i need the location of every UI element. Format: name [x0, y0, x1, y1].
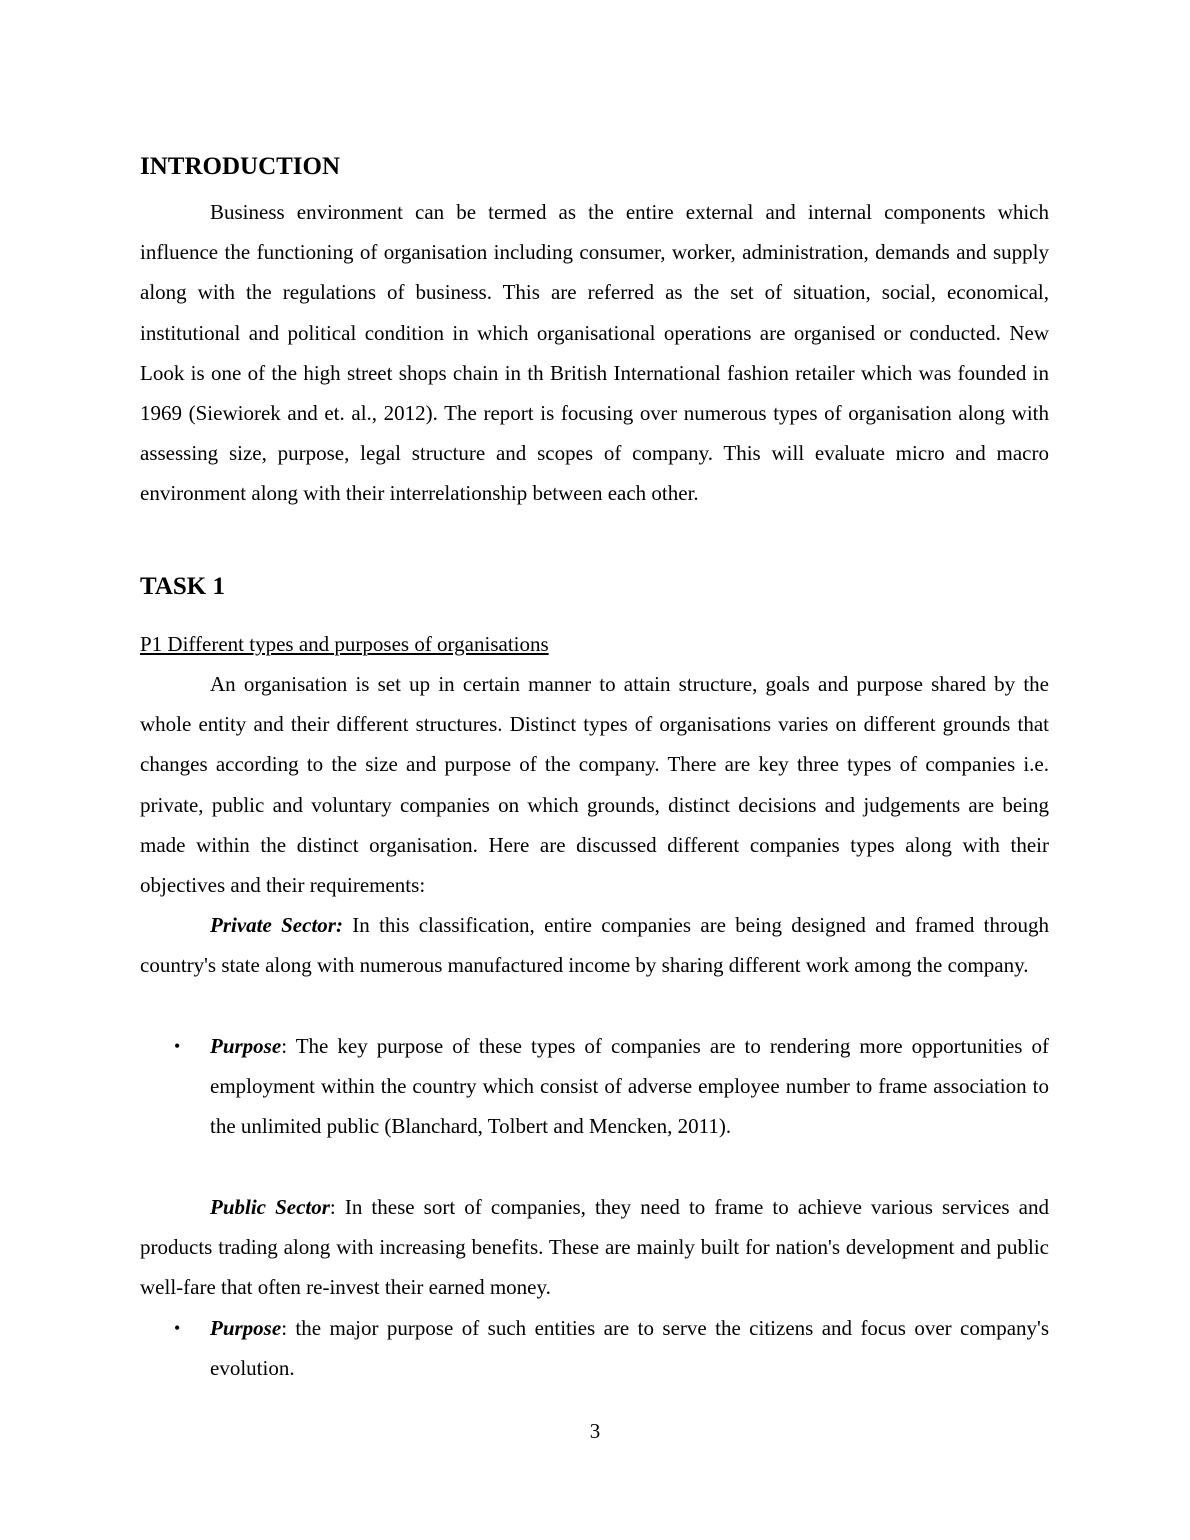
task1-subheading: P1 Different types and purposes of organisations: [140, 632, 549, 656]
private-purpose-bullet: [174, 1026, 1049, 1147]
private-sector-text: In this classification, entire companies are being designed and framed through country's state along with numerous manufactured income by sharing different work among the company.: [140, 913, 1049, 978]
task1-heading: TASK 1: [140, 573, 225, 600]
public-sector-term: Public Sector: [210, 1195, 330, 1219]
private-sector-paragraph: [140, 905, 1049, 985]
public-purpose-text: : the major purpose of such entities are to serve the citizens and focus over company's evolution.: [210, 1316, 1049, 1381]
private-purpose-text: : The key purpose of these types of companies are to rendering more opportunities of employment within the country which consist of adverse employee number to frame association to the unlimited public (Blanchard, Tolbert and Mencken, 2011).: [210, 1034, 1049, 1139]
public-sector-paragraph: [140, 1187, 1049, 1308]
page-number: 3: [589, 1419, 601, 1443]
private-purpose-term: Purpose: [210, 1034, 282, 1058]
introduction-paragraph: Business environment can be termed as the entire external and internal components which influence the functioning of organisation including consumer, worker, administration, demands and supply along with the regulations of business. This are referred as the set of situation, social, economical, institutional and political condition in which organisational operations are organised or conducted. New Look is one of the high street shops chain in th British International fashion retailer which was founded in 1969 (Siewiorek and et. al., 2012). The report is focusing over numerous types of organisation along with assessing size, purpose, legal structure and scopes of company. This will evaluate micro and macro environment along with their interrelationship between each other.: [140, 200, 1049, 506]
bullet-icon: •: [174, 1036, 181, 1056]
bullet-icon: •: [174, 1318, 181, 1338]
public-purpose-bullet: [174, 1308, 1049, 1388]
private-sector-term: Private Sector:: [210, 913, 343, 937]
introduction-heading: INTRODUCTION: [140, 153, 341, 180]
public-purpose-term: Purpose: [210, 1316, 282, 1340]
task1-paragraph: An organisation is set up in certain manner to attain structure, goals and purpose shared by the whole entity and their different structures. Distinct types of organisations varies on different grounds that changes according to the size and purpose of the company. There are key three types of companies i.e. private, public and voluntary companies on which grounds, distinct decisions and judgements are being made within the distinct organisation. Here are discussed different companies types along with their objectives and their requirements:: [140, 672, 1049, 898]
public-sector-text: : In these sort of companies, they need to frame to achieve various services and products trading along with increasing benefits. These are mainly built for nation's development and public well-fare that often re-invest their earned money.: [140, 1195, 1049, 1300]
